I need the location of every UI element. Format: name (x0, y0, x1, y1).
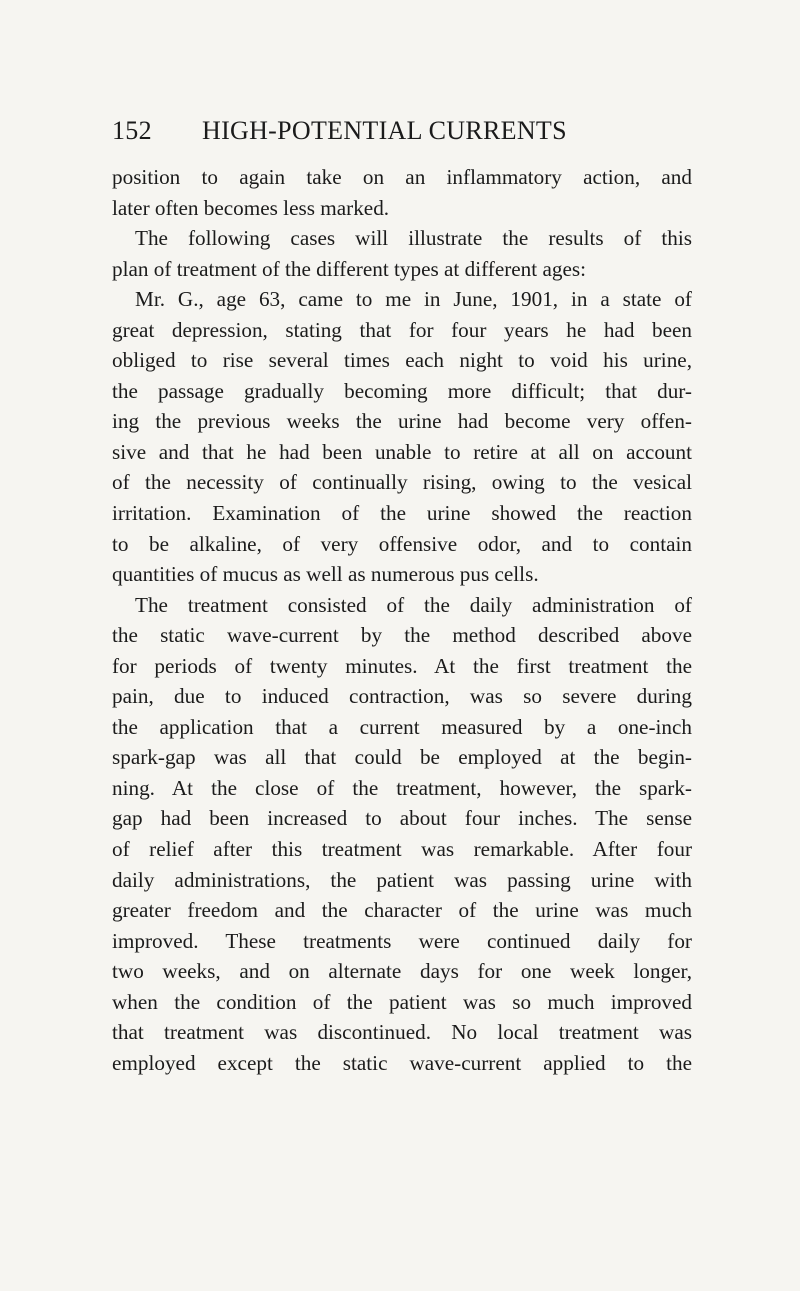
text-line: great depression, stating that for four years he had been (112, 317, 692, 342)
text-line: that treatment was discontinued. No local treatment was (112, 1020, 692, 1045)
text-line: Mr. G., age 63, came to me in June, 1901, in a state of (135, 287, 692, 312)
text-line: pain, due to induced contraction, was so severe during (112, 684, 692, 709)
text-line: ing the previous weeks the urine had become very offen- (112, 409, 692, 434)
page-number: 152 (112, 116, 152, 145)
text-line: improved. These treatments were continued daily for (112, 928, 692, 953)
text-line: daily administrations, the patient was passing urine with (112, 867, 692, 892)
text-line: two weeks, and on alternate days for one week longer, (112, 959, 692, 984)
text-line: spark-gap was all that could be employed at the begin- (112, 745, 692, 770)
body-text (112, 162, 692, 1078)
text-line: of the necessity of continually rising, owing to the vesical (112, 470, 692, 495)
text-line: position to again take on an inflammatory action, and (112, 165, 692, 189)
running-head: HIGH-POTENTIAL CURRENTS (202, 116, 567, 145)
text-line: for periods of twenty minutes. At the first treatment the (112, 653, 692, 678)
page-header (112, 116, 692, 156)
text-line: The following cases will illustrate the results of this (135, 226, 692, 251)
text-line: sive and that he had been unable to retire at all on account (112, 439, 692, 464)
text-line: the application that a current measured by a one-inch (112, 714, 692, 739)
text-line: of relief after this treatment was remarkable. After four (112, 837, 692, 862)
text-line: quantities of mucus as well as numerous pus cells. (112, 562, 539, 587)
text-line: the passage gradually becoming more difficult; that dur- (112, 378, 692, 403)
text-line: employed except the static wave-current applied to the (112, 1050, 692, 1075)
text-line: gap had been increased to about four inches. The sense (112, 806, 692, 831)
text-line: greater freedom and the character of the urine was much (112, 898, 692, 923)
text-line: the static wave-current by the method described above (112, 623, 692, 648)
text-line: to be alkaline, of very offensive odor, and to contain (112, 531, 692, 556)
text-line: irritation. Examination of the urine showed the reaction (112, 501, 692, 526)
text-line: obliged to rise several times each night to void his urine, (112, 348, 692, 373)
text-line: later often becomes less marked. (112, 195, 390, 220)
text-line: plan of treatment of the different types at different ages: (112, 256, 586, 281)
text-line: when the condition of the patient was so much improved (112, 989, 692, 1014)
text-line: ning. At the close of the treatment, however, the spark- (112, 775, 692, 800)
text-line: The treatment consisted of the daily administration of (135, 592, 692, 617)
